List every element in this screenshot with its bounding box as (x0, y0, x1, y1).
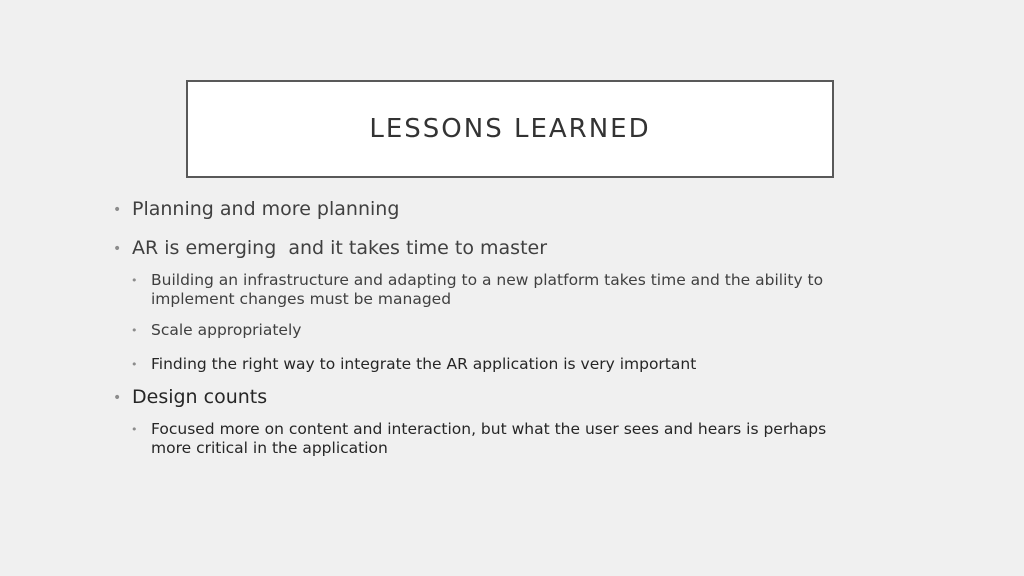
bullet-item-level2 (129, 271, 850, 310)
title-box (186, 80, 834, 178)
bullet-dot-icon: • (131, 273, 138, 287)
bullet-list (110, 198, 850, 459)
bullet-text: Finding the right way to integrate the AR application is very important (151, 354, 697, 373)
bullet-text: Focused more on content and interaction, but what the user sees and hears is perhaps more critical in the application (151, 419, 827, 458)
bullet-dot-icon: • (113, 240, 122, 257)
bullet-text: Building an infrastructure and adapting to a new platform takes time and the ability to implement changes must be managed (151, 270, 824, 308)
bullet-text: Design counts (132, 386, 268, 408)
bullet-text: Scale appropriately (151, 321, 302, 340)
bullet-text: AR is emerging and it takes time to master (132, 236, 548, 259)
bullet-dot-icon: • (131, 324, 138, 338)
bullet-item-level1 (110, 237, 850, 261)
bullet-dot-icon: • (131, 422, 138, 436)
bullet-item-level1 (110, 386, 850, 410)
bullet-item-level2 (129, 420, 850, 459)
slide-title: LESSONS LEARNED (369, 114, 651, 144)
bullet-item-level2 (129, 321, 850, 340)
bullet-dot-icon: • (113, 202, 122, 218)
bullet-dot-icon: • (113, 390, 122, 406)
bullet-text: Planning and more planning (132, 198, 400, 220)
bullet-item-level2 (129, 355, 850, 374)
bullet-item-level1 (110, 198, 850, 222)
bullet-dot-icon: • (131, 357, 138, 371)
